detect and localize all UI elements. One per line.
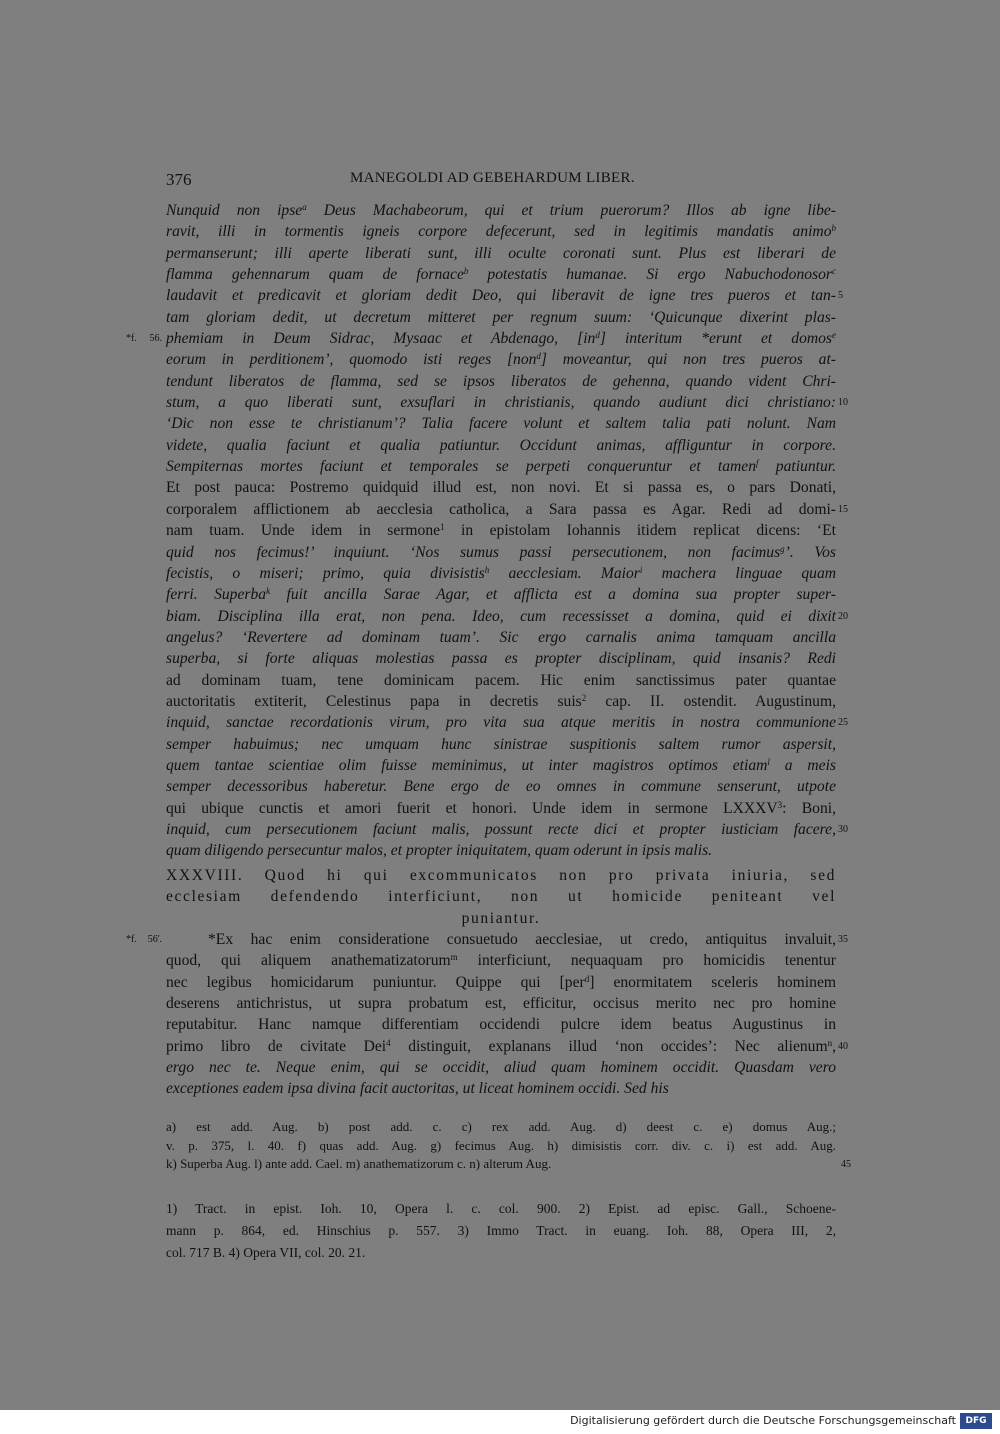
text-line (166, 840, 836, 861)
text-segment: qui ubique cunctis et amori fuerit et honori. Unde idem in sermone LXXXV (166, 799, 778, 817)
text-segment: Sempiternas mortes faciunt et temporales se perpeti conqueruntur et tamen (166, 458, 757, 476)
footnote-marker: d (536, 351, 541, 362)
text-line (166, 606, 848, 627)
text-line (166, 477, 836, 498)
line-number: 30 (838, 823, 848, 835)
text-line (166, 798, 836, 819)
chapter-heading (166, 865, 836, 929)
text-segment: quam diligendo persecuntur malos, et propter iniquitatem, quam oderunt in ipsis malis. (166, 842, 713, 860)
text-line (166, 819, 848, 840)
margin-folio-note: *f. 56. (126, 333, 162, 345)
line-number: 25 (838, 717, 848, 729)
text-line (166, 1078, 836, 1099)
text-segment: ‘Dic non esse te christianum’? Talia facere volunt et saltem talia pati nolunt. Nam (166, 415, 836, 433)
footnote-marker: a (302, 202, 307, 212)
text-segment: flamma gehennarum quam de fornace (166, 266, 464, 284)
text-line (166, 349, 836, 370)
text-segment: videte, qualia faciunt et qualia patiuntur. Occidunt animas, affliguntur in corpore. (166, 436, 836, 454)
text-segment: ’. Vos (784, 543, 837, 561)
text-segment: distinguit, explanans illud ‘non occides’: Nec alienum (390, 1037, 828, 1055)
text-line (166, 993, 836, 1014)
text-line (166, 670, 836, 691)
text-line (166, 371, 836, 392)
apparatus-note-line: v. p. 375, l. 40. f) quas add. Aug. g) fecimus Aug. h) dimisistis corr. div. c. i) est add. Aug. (166, 1137, 836, 1153)
source-note-line: mann p. 864, ed. Hinschius p. 557. 3) Immo Tract. in euang. Ioh. 88, Opera III, 2, (166, 1223, 836, 1238)
text-segment: semper habuimus; nec umquam hunc sinistrae suspitionis saltem rumor aspersit, (166, 735, 836, 753)
text-segment: a meis (769, 756, 837, 774)
text-segment: quem tantae scientiae olim fuisse meminimus, ut inter magistros optimos etiam (166, 756, 768, 774)
footnote-marker: m (450, 952, 458, 963)
footnote-marker: b (463, 266, 469, 277)
footnote-marker: b (831, 223, 836, 234)
text-segment: ad dominam tuam, tene dominicam pacem. Hic enim sanctissimus pater quantae (166, 671, 836, 689)
text-segment: reputabitur. Hanc namque differentiam occidendi pulcre idem beatus Augustinus in (166, 1016, 836, 1034)
text-segment: nec legibus homicidarum puniuntur. Quippe qui [per (166, 973, 585, 991)
text-segment: ] moveantur, qui non tres pueros at- (540, 351, 836, 369)
chapter-heading-line: ecclesiam defendendo interficiunt, non ut homicide peniteant vel (166, 888, 836, 906)
apparatus-note-line: a) est add. Aug. b) post add. c. c) rex add. Aug. d) deest c. e) domus Aug.; (166, 1119, 836, 1134)
text-segment: tendunt liberatos de flamma, sed se ipsos liberatos de gehenna, quando vident Chri- (166, 372, 836, 390)
text-line (166, 392, 848, 413)
text-line (166, 499, 848, 520)
text-segment: fecistis, o miseri; primo, quia divisistis (166, 564, 485, 582)
text-line (166, 972, 836, 993)
text-line (166, 307, 836, 328)
line-number: 45 (841, 1159, 851, 1170)
text-segment: in epistolam Iohannis itidem replicat dicens: ‘Et (444, 522, 836, 540)
text-segment: ergo nec te. Neque enim, qui se occidit, aliud quam hominem occidit. Quasdam vero (166, 1059, 836, 1077)
text-segment: fuit ancilla Sarae Agar, et afflicta est a domina sua propter super- (270, 586, 836, 604)
text-line (166, 734, 836, 755)
running-head (166, 170, 836, 192)
text-line (166, 584, 836, 605)
text-segment: Et post pauca: Postremo quidquid illud est, non novi. Et si passa es, o pars Donati, (166, 479, 836, 497)
text-segment: semper decessoribus haberetur. Bene ergo de eo omnes in commune senserunt, utpote (166, 778, 836, 796)
footer-bar (0, 1410, 1000, 1434)
footnote-marker: 2 (581, 692, 587, 703)
text-line (166, 520, 836, 541)
apparatus-notes (166, 1118, 836, 1174)
main-text-block (126, 200, 848, 862)
text-line (166, 755, 836, 776)
text-segment: *Ex hac enim consideratione consuetudo aecclesiae, ut credo, antiquitus invaluit, (208, 931, 836, 948)
text-line (166, 243, 836, 264)
footnote-marker: i (639, 564, 643, 575)
text-line (166, 627, 836, 648)
footnote-marker: n (827, 1037, 833, 1048)
text-segment: stum, a quo liberati sunt, exsuflari in christianis, quando audiunt dici christiano: (166, 394, 836, 412)
apparatus-note-line: k) Superba Aug. l) ante add. Cael. m) anathematizorum c. n) alterum Aug. (166, 1156, 552, 1171)
text-line (166, 1036, 848, 1057)
footnote-marker: 4 (386, 1037, 391, 1048)
line-number: 5 (838, 290, 843, 302)
line-number: 35 (838, 934, 848, 945)
text-segment: auctoritatis extiterit, Celestinus papa in decretis suis (166, 692, 582, 710)
text-segment: nam tuam. Unde idem in sermone (166, 522, 441, 540)
text-segment: laudavit et predicavit et gloriam dedit Deo, qui liberavit de igne tres pueros et tan- (166, 287, 836, 305)
text-segment: tam gloriam dedit, ut decretum mitteret per regnum suum: ‘Quicunque dixerint plas- (166, 308, 836, 326)
text-segment: machera linguae quam (642, 564, 837, 582)
line-number: 10 (838, 397, 848, 409)
text-segment: corporalem afflictionem ab aecclesia catholica, a Sara passa es Agar. Redi ad domi- (166, 500, 836, 518)
text-segment: cap. II. ostendit. Augustinum, (586, 692, 836, 710)
source-note-line: col. 717 B. 4) Opera VII, col. 20. 21. (166, 1245, 366, 1260)
page-number: 376 (166, 170, 192, 189)
running-title: MANEGOLDI AD GEBEHARDUM LIBER. (350, 170, 635, 186)
text-line (126, 929, 848, 950)
footnote-marker: e (832, 330, 836, 341)
footnote-marker: d (584, 973, 590, 984)
source-notes (166, 1198, 836, 1264)
text-segment: deserens antichristus, ut supra probatum est, efficitur, occisus merito nec pro homine (166, 995, 836, 1013)
text-segment: ] enormitatem sceleris hominem (589, 973, 836, 991)
text-segment: ravit, illi in tormentis igneis corpore defecerunt, sed in legitimis mandatis animo (166, 223, 832, 241)
footnote-marker: 1 (440, 522, 445, 533)
text-line (126, 328, 836, 349)
text-segment: patiuntur. (758, 458, 836, 476)
text-line (166, 648, 836, 669)
text-segment: primo libro de civitate Dei (166, 1037, 387, 1055)
margin-folio-note: *f. 56'. (126, 934, 162, 945)
footnote-marker: g (780, 543, 785, 554)
text-segment: Deus Machabeorum, qui et trium puerorum? Illos ab igne libe- (306, 202, 836, 219)
text-line (166, 285, 843, 306)
text-segment: aecclesiam. Maior (489, 564, 640, 582)
footnote-marker: k (266, 586, 271, 597)
text-segment: phemiam in Deum Sidrac, Mysaac et Abdenago, [in (166, 330, 596, 348)
text-segment: interficiunt, nequaquam pro homicidis tenentur (457, 952, 837, 970)
text-segment: , (832, 1037, 836, 1055)
text-line (166, 691, 836, 712)
dfg-logo: DFG (960, 1413, 992, 1429)
text-segment: Nunquid non ipse (166, 202, 303, 219)
text-segment: eorum in perditionem’, quomodo isti reges [non (166, 351, 537, 369)
text-segment: : Boni, (782, 799, 836, 817)
text-line (166, 1014, 836, 1035)
line-number: 40 (838, 1040, 848, 1052)
chapter-heading-line: XXXVIII. Quod hi qui excommunicatos non pro privata iniuria, sed (166, 867, 836, 884)
text-segment: biam. Disciplina illa erat, non pena. Ideo, cum recessisset a domina, quid ei dixit (166, 607, 836, 625)
source-note-line: 1) Tract. in epist. Ioh. 10, Opera l. c. col. 900. 2) Epist. ad episc. Gall., Schoene- (166, 1201, 836, 1216)
text-segment: quid nos fecimus!’ inquiunt. ‘Nos sumus passi persecutionem, non facimus (166, 543, 781, 561)
text-line (166, 563, 836, 584)
line-number: 15 (838, 503, 848, 515)
text-segment: exceptiones eadem ipsa divina facit auctoritas, ut liceat hominem occidi. Sed his (166, 1080, 669, 1098)
footnote-marker: l (767, 756, 770, 767)
text-line (166, 712, 848, 733)
text-line (166, 221, 836, 242)
text-line (166, 413, 836, 434)
footnote-marker: 3 (777, 799, 783, 810)
text-segment: potestatis humanae. Si ergo Nabuchodonosor (468, 266, 832, 284)
text-line (166, 200, 836, 221)
text-line (166, 435, 836, 456)
footnote-marker: d (595, 330, 600, 341)
text-segment: quod, qui aliquem anathematizatorum (166, 952, 451, 970)
text-segment: ferri. Superba (166, 586, 267, 604)
text-line (166, 1057, 836, 1078)
chapter-heading-line: puniantur. (461, 909, 541, 927)
text-segment: angelus? ‘Revertere ad dominam tuam’. Sic ergo carnalis anima tamquam ancilla (166, 628, 836, 646)
text-line (166, 776, 836, 797)
text-line (166, 456, 836, 477)
text-segment: permanserunt; illi aperte liberati sunt, illi oculte coronati sunt. Plus est liberari de (166, 244, 836, 262)
line-number: 20 (838, 610, 848, 622)
footnote-marker: f (756, 458, 759, 469)
text-line (166, 264, 836, 285)
footnote-marker: h (484, 564, 490, 575)
footnote-marker: c (831, 266, 836, 277)
text-line (166, 542, 836, 563)
text-segment: superba, si forte aliquas molestias passa es propter disciplinam, quid insanis? Redi (166, 650, 836, 668)
text-segment: inquid, sanctae recordationis virum, pro vita sua atque meritis in nostra communione (166, 714, 836, 732)
text-segment: inquid, cum persecutionem faciunt malis, possunt recte dici et propter iusticiam facere, (166, 820, 836, 838)
funding-credit: Digitalisierung gefördert durch die Deutsche Forschungsgemeinschaft (570, 1414, 956, 1427)
text-segment: ] interitum *erunt et domos (599, 330, 832, 348)
chapter-text-block (126, 929, 848, 1100)
text-line (166, 950, 836, 971)
